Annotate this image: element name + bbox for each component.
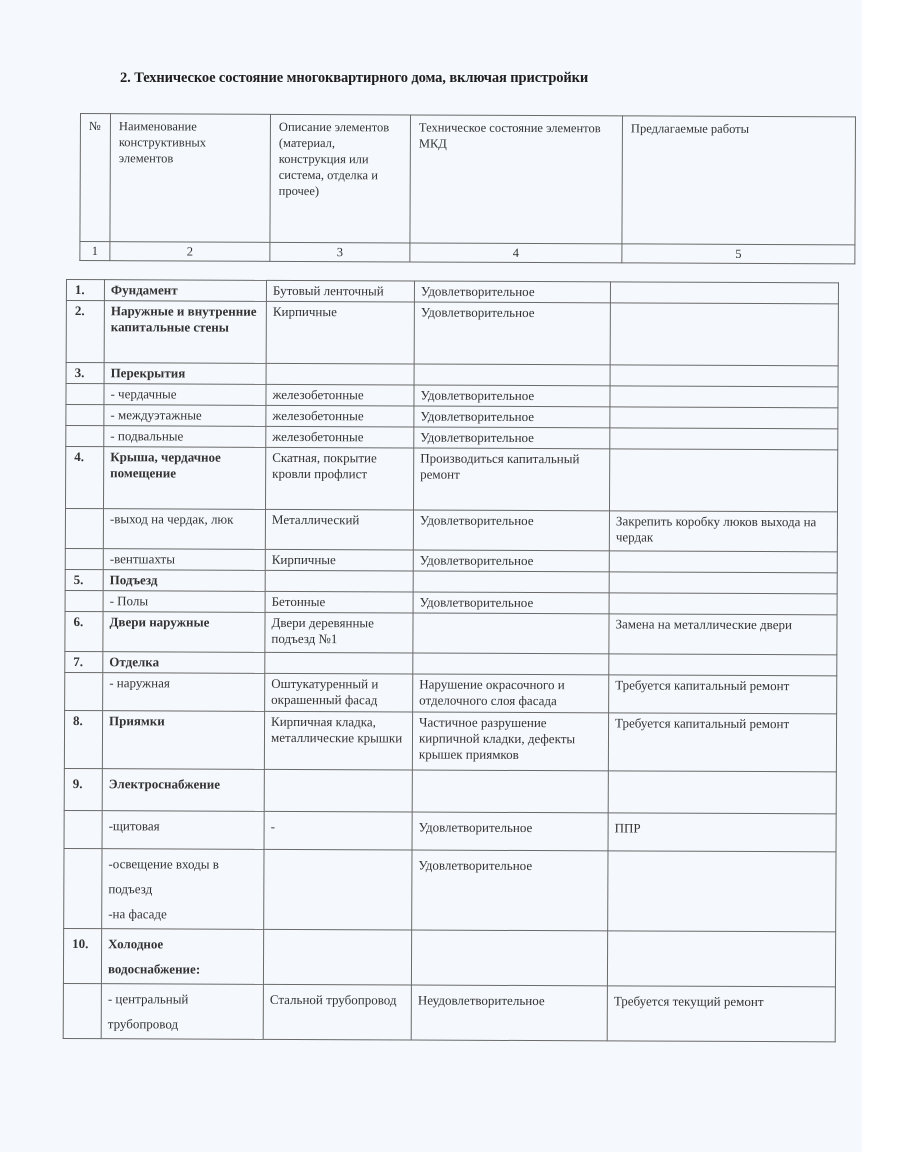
row-number: 6. — [65, 611, 103, 651]
element-state: Удовлетворительное — [414, 281, 610, 303]
element-name: -выход на чердак, люк — [103, 509, 265, 550]
element-description: Кирпичные — [266, 301, 414, 364]
row-number — [65, 672, 103, 710]
proposed-works: Замена на металлические двери — [609, 614, 837, 655]
col-number-5: 5 — [622, 244, 855, 264]
section-title: 2. Техническое состояние многоквартирного дома, включая пристройки — [120, 70, 589, 86]
proposed-works: Требуется капитальный ремонт — [609, 675, 837, 714]
table-row — [64, 810, 836, 851]
row-number — [65, 590, 103, 611]
proposed-works — [610, 365, 838, 387]
element-name: - центральный трубопровод — [101, 984, 263, 1040]
element-description: железобетонные — [266, 426, 414, 448]
table-row — [64, 768, 836, 813]
table-row — [64, 848, 836, 931]
element-description — [263, 929, 411, 985]
table-row — [63, 928, 835, 986]
proposed-works — [607, 931, 835, 987]
proposed-works — [608, 771, 836, 814]
element-name: Электроснабжение — [102, 769, 264, 812]
row-number — [64, 810, 102, 848]
element-state: Производиться капитальный ремонт — [413, 448, 609, 511]
col-number-4: 4 — [410, 243, 622, 263]
proposed-works — [609, 572, 837, 594]
col-header-works: Предлагаемые работы — [622, 116, 856, 245]
element-description: Кирпичная кладка, металлические крышки — [264, 711, 412, 770]
proposed-works: Требуется текущий ремонт — [607, 986, 835, 1042]
proposed-works: ППР — [608, 813, 836, 852]
element-description — [264, 849, 412, 930]
element-name: Перекрытия — [104, 363, 266, 385]
proposed-works — [610, 303, 838, 366]
element-state: Частичное разрушение кирпичной кладки, дефекты крышек приямков — [412, 712, 608, 771]
proposed-works — [609, 654, 837, 676]
row-number — [66, 426, 104, 447]
element-state: Удовлетворительное — [413, 592, 609, 614]
proposed-works — [610, 428, 838, 450]
header-table — [79, 113, 856, 264]
row-number — [63, 983, 101, 1038]
element-name: Фундамент — [104, 280, 266, 302]
element-state: Удовлетворительное — [413, 550, 609, 572]
element-state: Удовлетворительное — [413, 510, 609, 551]
table-row — [65, 509, 837, 552]
row-number — [65, 509, 103, 549]
proposed-works — [610, 282, 838, 304]
row-number: 9. — [64, 768, 102, 810]
row-number: 2. — [66, 301, 104, 363]
proposed-works — [609, 551, 837, 573]
element-description — [266, 363, 414, 385]
element-state: Удовлетворительное — [414, 385, 610, 407]
row-number: 8. — [64, 710, 102, 768]
element-description: Стальной трубопровод — [263, 984, 411, 1040]
element-state: Неудовлетворительное — [411, 985, 607, 1041]
table-row — [63, 983, 835, 1041]
table-row — [66, 301, 838, 366]
col-header-state: Техническое состояние элементов МКД — [410, 115, 623, 244]
element-name: Подъезд — [103, 570, 265, 592]
table-row — [64, 710, 836, 771]
element-description: Кирпичные — [265, 549, 413, 571]
element-description: Двери деревянные подъезд №1 — [265, 612, 413, 653]
element-name: - наружная — [103, 673, 265, 712]
proposed-works — [609, 593, 837, 615]
row-number: 3. — [66, 363, 104, 384]
elements-table — [63, 279, 839, 1042]
element-state: Удовлетворительное — [414, 427, 610, 449]
table-row — [65, 672, 837, 713]
proposed-works: Требуется капитальный ремонт — [608, 713, 836, 772]
element-name: Приямки — [102, 711, 264, 770]
element-description — [264, 769, 412, 812]
element-name: Крыша, чердачное помещение — [103, 447, 265, 510]
element-description: железобетонные — [266, 405, 414, 427]
row-number: 7. — [65, 651, 103, 672]
element-description: железобетонные — [266, 384, 414, 406]
element-state: Удовлетворительное — [412, 850, 608, 931]
row-number — [66, 384, 104, 405]
row-number: 10. — [63, 928, 101, 983]
row-number — [66, 405, 104, 426]
row-number: 1. — [66, 280, 104, 301]
col-header-name: Наименование конструктивных элементов — [110, 114, 271, 243]
element-state — [414, 364, 610, 386]
row-number: 5. — [65, 569, 103, 590]
element-state — [413, 613, 609, 654]
element-name: -щитовая — [102, 811, 264, 850]
element-description: - — [264, 811, 412, 850]
proposed-works — [608, 851, 836, 932]
element-name: -вентшахты — [103, 549, 265, 571]
proposed-works — [609, 449, 837, 512]
element-state: Нарушение окрасочного и отделочного слоя фасада — [413, 674, 609, 713]
proposed-works: Закрепить коробку люков выхода на чердак — [609, 511, 837, 552]
element-description — [265, 652, 413, 674]
table-row — [65, 447, 837, 512]
row-number: 4. — [65, 447, 103, 509]
element-state — [413, 653, 609, 675]
element-name: - подвальные — [104, 426, 266, 448]
col-header-number: № — [80, 114, 111, 242]
element-description: Бетонные — [265, 591, 413, 613]
proposed-works — [610, 407, 838, 429]
col-number-3: 3 — [270, 242, 410, 262]
element-name: -освещение входы в подъезд -на фасаде — [102, 849, 264, 930]
element-state — [413, 571, 609, 593]
element-name: - чердачные — [104, 384, 266, 406]
col-number-2: 2 — [110, 242, 270, 262]
element-description: Металлический — [265, 509, 413, 550]
element-name: Отделка — [103, 652, 265, 674]
element-state: Удовлетворительное — [412, 812, 608, 851]
row-number — [64, 848, 102, 928]
col-number-1: 1 — [80, 242, 110, 261]
element-state: Удовлетворительное — [414, 302, 610, 365]
element-description — [265, 570, 413, 592]
element-state: Удовлетворительное — [414, 406, 610, 428]
proposed-works — [610, 386, 838, 408]
col-header-description: Описание элементов (материал, конструкция или система, отделка и прочее) — [270, 114, 411, 243]
element-name: Двери наружные — [103, 612, 265, 653]
element-description: Скатная, покрытие кровли профлист — [265, 447, 413, 510]
element-state — [411, 930, 607, 986]
table-row — [65, 611, 837, 654]
element-description: Оштукатуренный и окрашенный фасад — [265, 673, 413, 712]
element-name: Холодное водоснабжение: — [101, 929, 263, 985]
element-name: - междуэтажные — [104, 405, 266, 427]
element-name: - Полы — [103, 591, 265, 613]
row-number — [65, 548, 103, 569]
element-name: Наружные и внутренние капитальные стены — [104, 301, 266, 364]
element-description: Бутовый ленточный — [266, 280, 414, 302]
element-state — [412, 770, 608, 813]
